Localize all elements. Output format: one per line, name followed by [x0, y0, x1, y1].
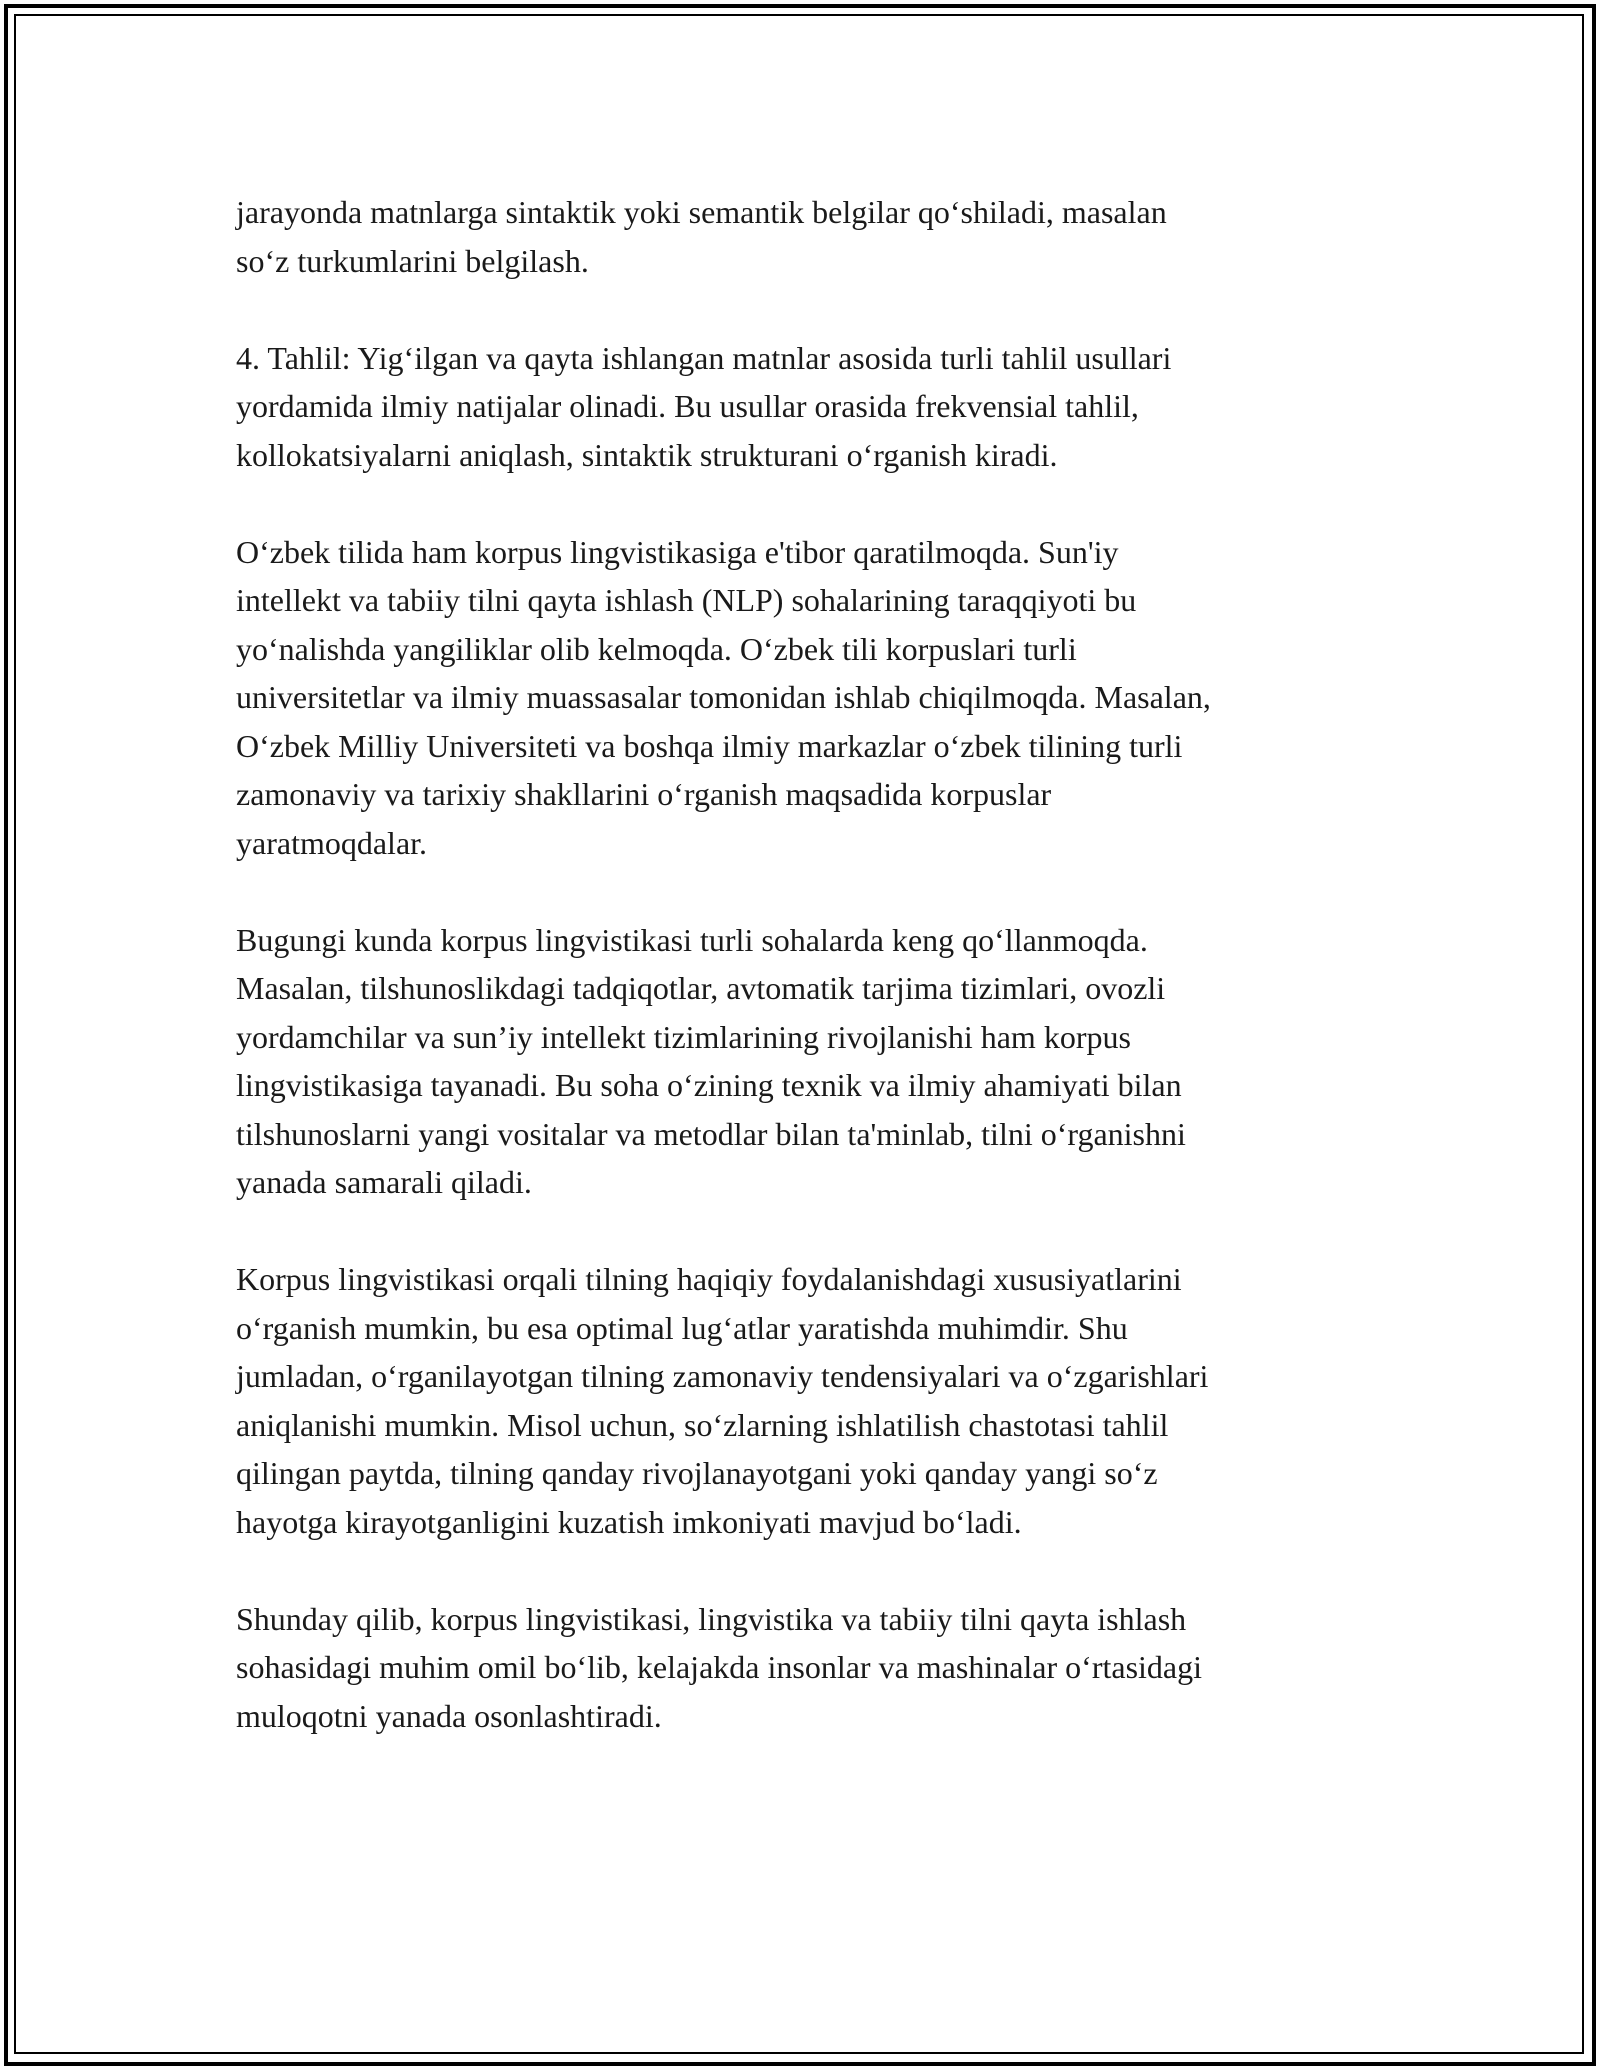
text-line: hayotga kirayotganligini kuzatish imkoniyati mavjud bo‘ladi.	[236, 1503, 1022, 1540]
text-line: yordamida ilmiy natijalar olinadi. Bu usullar orasida frekvensial tahlil,	[236, 388, 1139, 424]
text-line: Shunday qilib, korpus lingvistikasi, lingvistika va tabiiy tilni qayta ishlash	[236, 1600, 1187, 1637]
text-line: Korpus lingvistikasi orqali tilning haqiqiy foydalanishdagi xususiyatlarini	[236, 1261, 1182, 1297]
paragraph-conclusion	[236, 1595, 1356, 1741]
paragraph-annotation	[236, 188, 1356, 285]
text-line: O‘zbek tilida ham korpus lingvistikasiga e'tibor qaratilmoqda. Sun'iy	[236, 533, 1119, 570]
text-line: yanada samarali qiladi.	[236, 1164, 532, 1200]
text-line: kollokatsiyalarni aniqlash, sintaktik strukturani o‘rganish kiradi.	[236, 436, 1058, 473]
text-line: lingvistikasiga tayanadi. Bu soha o‘zining texnik va ilmiy ahamiyati bilan	[236, 1067, 1182, 1103]
text-line: universitetlar va ilmiy muassasalar tomonidan ishlab chiqilmoqda. Masalan,	[236, 679, 1211, 715]
text-line: muloqotni yanada osonlashtiradi.	[236, 1697, 662, 1734]
text-line: zamonaviy va tarixiy shakllarini o‘rganish maqsadida korpuslar	[236, 776, 1052, 812]
paragraph-uzbek-corpus	[236, 528, 1356, 868]
text-line: yaratmoqdalar.	[236, 824, 428, 861]
text-line: sohasidagi muhim omil bo‘lib, kelajakda insonlar va mashinalar o‘rtasidagi	[236, 1649, 1202, 1685]
text-line: jarayonda matnlarga sintaktik yoki semantik belgilar qo‘shiladi, masalan	[236, 194, 1167, 230]
text-line: intellekt va tabiiy tilni qayta ishlash (NLP) sohalarining taraqqiyoti bu	[236, 582, 1137, 618]
text-line: tilshunoslarni yangi vositalar va metodlar bilan ta'minlab, tilni o‘rganishni	[236, 1115, 1186, 1152]
text-line: yordamchilar va sun’iy intellekt tizimlarining rivojlanishi ham korpus	[236, 1018, 1131, 1055]
document-body	[236, 188, 1356, 1789]
text-line: O‘zbek Milliy Universiteti va boshqa ilmiy markazlar o‘zbek tilining turli	[236, 727, 1183, 764]
text-line: qilingan paytda, tilning qanday rivojlanayotgani yoki qanday yangi so‘z	[236, 1455, 1158, 1491]
paragraph-language-features	[236, 1255, 1356, 1546]
text-line: 4. Tahlil: Yig‘ilgan va qayta ishlangan matnlar asosida turli tahlil usullari	[236, 339, 1172, 376]
paragraph-analysis	[236, 334, 1356, 480]
text-line: aniqlanishi mumkin. Misol uchun, so‘zlarning ishlatilish chastotasi tahlil	[236, 1406, 1169, 1443]
text-line: yo‘nalishda yangiliklar olib kelmoqda. O‘zbek tili korpuslari turli	[236, 630, 1077, 667]
paragraph-applications	[236, 916, 1356, 1207]
text-line: jumladan, o‘rganilayotgan tilning zamonaviy tendensiyalari va o‘zgarishlari	[236, 1358, 1209, 1394]
text-line: o‘rganish mumkin, bu esa optimal lug‘atlar yaratishda muhimdir. Shu	[236, 1309, 1128, 1346]
text-line: Masalan, tilshunoslikdagi tadqiqotlar, avtomatik tarjima tizimlari, ovozli	[236, 970, 1166, 1006]
text-line: so‘z turkumlarini belgilash.	[236, 242, 589, 279]
text-line: Bugungi kunda korpus lingvistikasi turli sohalarda keng qo‘llanmoqda.	[236, 921, 1148, 958]
